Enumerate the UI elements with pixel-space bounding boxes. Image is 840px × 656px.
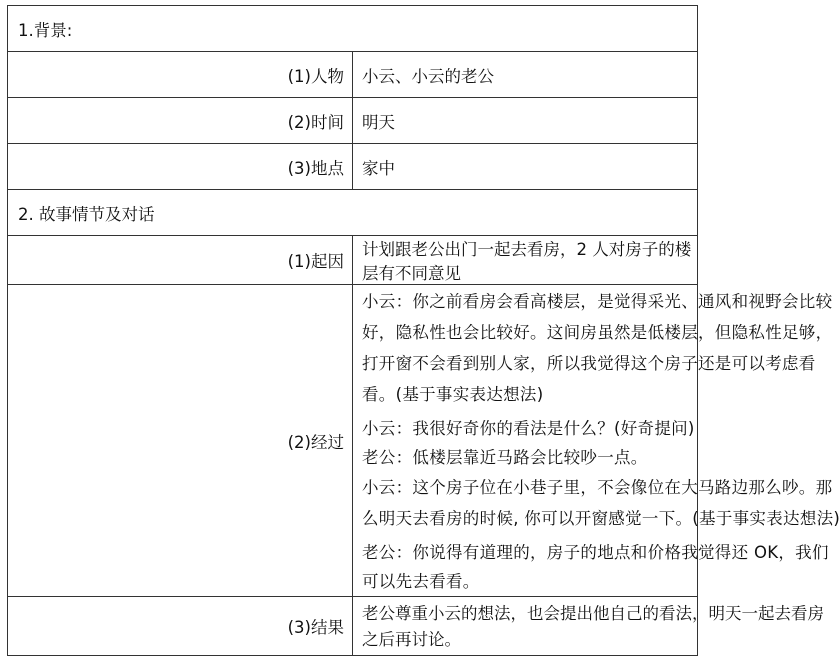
row-people — [8, 52, 698, 98]
result-line: 老公尊重小云的想法，也会提出他自己的看法，明天一起去看房 — [362, 604, 824, 623]
label-result: (3)结果 — [8, 597, 353, 656]
section-2-title: 2. 故事情节及对话 — [8, 190, 698, 236]
dialog-line: 老公：低楼层靠近马路会比较吵一点。 — [362, 448, 648, 467]
label-cause: (1)起因 — [8, 236, 353, 285]
label-place: (3)地点 — [8, 144, 353, 190]
dialog-line: 看。(基于事实表达想法) — [362, 385, 544, 404]
dialog-block — [353, 285, 840, 597]
value-people: 小云、小云的老公 — [353, 52, 698, 98]
row-cause — [8, 236, 698, 285]
dialog-line: 可以先去看看。 — [362, 572, 480, 591]
dialog-line: 打开窗不会看到别人家，所以我觉得这个房子还是可以考虑看 — [362, 354, 816, 373]
section-1-title: 1.背景: — [8, 6, 698, 52]
row-process — [8, 285, 698, 597]
dialog-line: 么明天去看房的时候, 你可以开窗感觉一下。(基于事实表达想法) — [362, 509, 840, 528]
value-cause: 计划跟老公出门一起去看房，2 人对房子的楼层有不同意见 — [353, 236, 698, 285]
story-table — [7, 5, 840, 656]
label-time: (2)时间 — [8, 98, 353, 144]
section-2-header-row — [8, 190, 698, 236]
dialog-line: 小云：你之前看房会看高楼层，是觉得采光、通风和视野会比较 — [362, 292, 833, 311]
dialog-line: 小云：这个房子位在小巷子里，不会像位在大马路边那么吵。那 — [362, 478, 833, 497]
dialog-line: 老公：你说得有道理的，房子的地点和价格我觉得还 OK，我们 — [362, 543, 829, 562]
value-place: 家中 — [353, 144, 698, 190]
row-place — [8, 144, 698, 190]
label-process: (2)经过 — [8, 285, 353, 597]
result-block — [353, 597, 824, 656]
value-time: 明天 — [353, 98, 698, 144]
row-time — [8, 98, 698, 144]
label-people: (1)人物 — [8, 52, 353, 98]
dialog-line: 小云：我很好奇你的看法是什么？(好奇提问) — [362, 419, 695, 438]
section-1-header-row — [8, 6, 698, 52]
dialog-line: 好，隐私性也会比较好。这间房虽然是低楼层，但隐私性足够， — [362, 323, 833, 342]
row-result — [8, 597, 698, 656]
result-line: 之后再讨论。 — [362, 630, 461, 649]
